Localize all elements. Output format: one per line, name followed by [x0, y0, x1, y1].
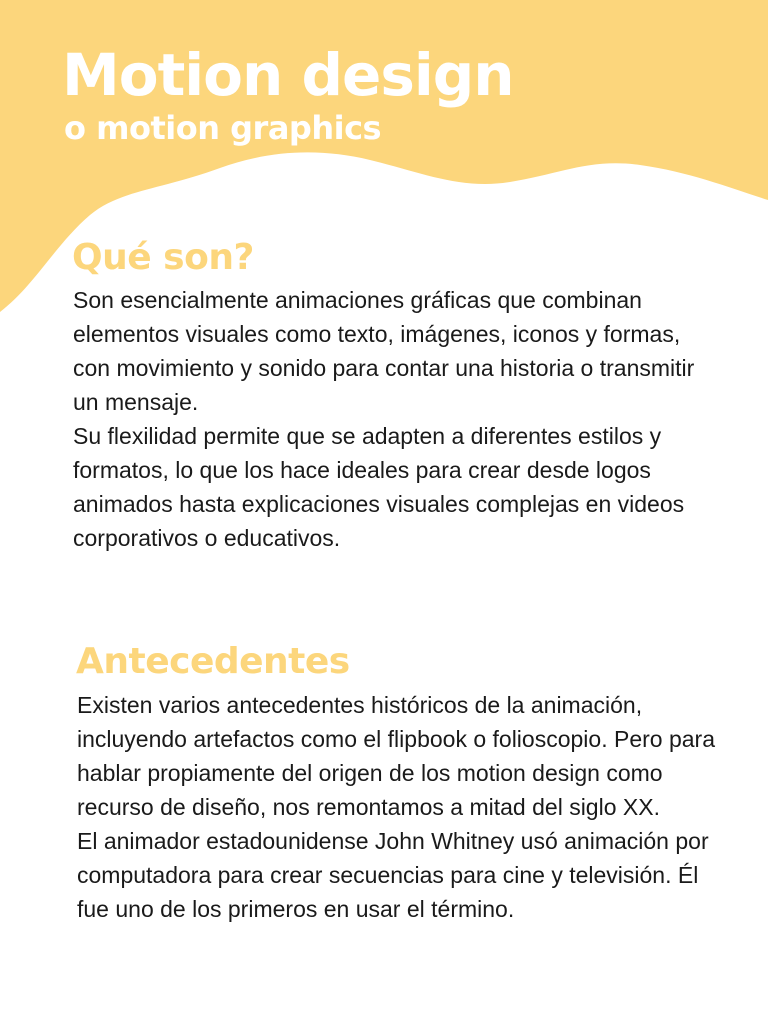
paragraph: Existen varios antecedentes históricos de la animación, incluyendo artefactos como el flipbook o folioscopio. Pero para hablar propiamente del origen de los motion design como recurso de diseño, nos remontamos a mitad del siglo XX.: [77, 692, 715, 820]
section-body-que-son: [73, 283, 713, 555]
paragraph: Son esencialmente animaciones gráficas que combinan elementos visuales como texto, imágenes, iconos y formas, con movimiento y sonido para contar una historia o transmitir un mensaje.: [73, 287, 695, 415]
page-title: Motion design: [62, 41, 514, 109]
page-subtitle: o motion graphics: [64, 109, 382, 147]
section-body-antecedentes: [77, 688, 717, 926]
paragraph: Su flexilidad permite que se adapten a diferentes estilos y formatos, lo que los hace ideales para crear desde logos animados hasta explicaciones visuales complejas en videos corporativos o educativos.: [73, 423, 685, 551]
section-heading-que-son: Qué son?: [72, 237, 254, 278]
paragraph: El animador estadounidense John Whitney usó animación por computadora para crear secuencias para cine y televisión. Él fue uno de los primeros en usar el término.: [77, 828, 709, 922]
section-heading-antecedentes: Antecedentes: [76, 641, 350, 682]
